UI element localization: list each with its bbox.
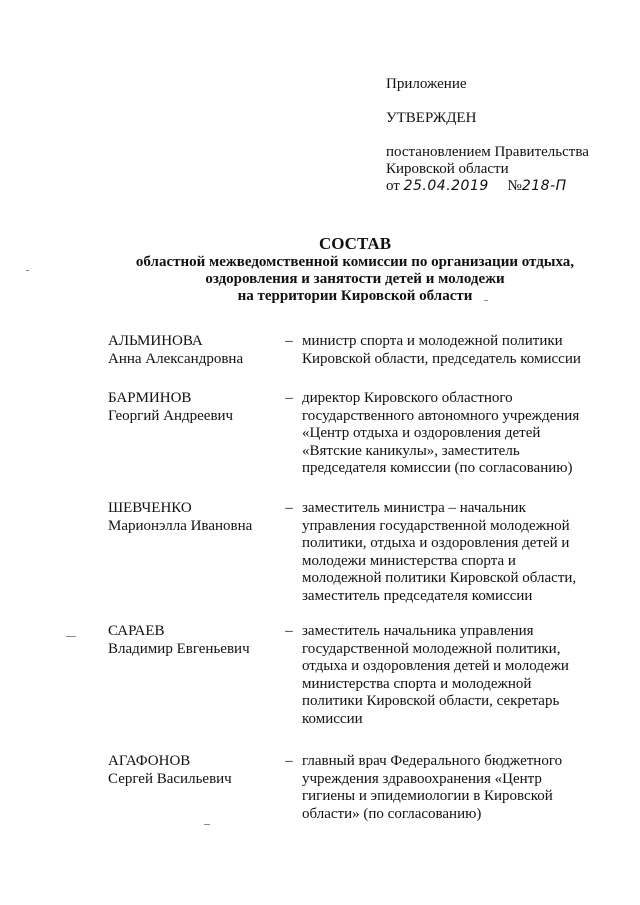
member-dash: – — [285, 333, 293, 349]
title-line-2: оздоровления и занятости детей и молодежи — [205, 271, 505, 287]
member-role — [302, 753, 586, 823]
document-title — [110, 235, 600, 305]
title-line-1: областной межведомственной комиссии по организации отдыха, — [135, 254, 575, 270]
role-line: главный врач Федерального бюджетного — [302, 753, 563, 769]
member-role — [302, 333, 586, 368]
role-line: учреждения здравоохранения «Центр — [302, 770, 542, 787]
role-line: заместитель председателя комиссии — [302, 587, 533, 604]
member-surname: АЛЬМИНОВА — [108, 333, 203, 349]
scan-speck — [204, 824, 210, 825]
member-dash: – — [285, 623, 293, 639]
role-line: гигиены и эпидемиологии в Кировской — [302, 788, 553, 804]
role-line: комиссии — [302, 710, 363, 727]
member-surname: АГАФОНОВ — [108, 753, 191, 769]
title-line-3: на территории Кировской области — [237, 288, 473, 304]
member-name — [108, 390, 278, 425]
role-line: министр спорта и молодежной политики — [302, 333, 563, 349]
scan-speck — [26, 270, 29, 271]
role-line: отдыха и оздоровления детей и молодежи — [302, 658, 569, 674]
member-given-name: Анна Александровна — [108, 350, 244, 367]
member-given-name: Марионэлла Ивановна — [108, 517, 253, 534]
decree-number: 218-П — [521, 178, 567, 194]
title-heading: СОСТАВ — [318, 234, 392, 253]
member-name — [108, 500, 278, 535]
appendix-label: Приложение — [386, 76, 467, 92]
member-name — [108, 623, 278, 658]
role-line: заместитель начальника управления — [302, 623, 534, 639]
role-line: государственного автономного учреждения — [302, 407, 580, 424]
role-line: заместитель министра – начальник — [302, 500, 526, 516]
approved-by-line-1: постановлением Правительства — [386, 144, 589, 160]
member-surname: БАРМИНОВ — [108, 390, 192, 406]
member-given-name: Владимир Евгеньевич — [108, 640, 250, 657]
member-role — [302, 390, 586, 478]
member-role — [302, 500, 586, 605]
role-line: политики, отдыха и оздоровления детей и — [302, 535, 570, 551]
scan-speck — [66, 636, 76, 637]
approved-label: УТВЕРЖДЕН — [386, 110, 477, 126]
role-line: председателя комиссии (по согласованию) — [302, 460, 573, 476]
approved-by-line-2: Кировской области — [386, 161, 509, 177]
role-line: «Вятские каникулы», заместитель — [302, 442, 520, 459]
decree-date-number — [386, 178, 626, 195]
member-name — [108, 333, 278, 368]
member-dash: – — [285, 753, 293, 769]
decree-date: 25.04.2019 — [403, 178, 489, 194]
number-label: № — [507, 178, 522, 194]
role-line: области» (по согласованию) — [302, 805, 482, 822]
role-line: государственной молодежной политики, — [302, 640, 561, 657]
scan-speck — [484, 300, 488, 301]
role-line: Кировской области, председатель комиссии — [302, 350, 581, 367]
role-line: молодежной политики Кировской области, — [302, 570, 577, 586]
from-label: от — [386, 178, 400, 194]
role-line: «Центр отдыха и оздоровления детей — [302, 425, 541, 441]
member-dash: – — [285, 500, 293, 516]
role-line: молодежи министерства спорта и — [302, 552, 516, 569]
member-surname: САРАЕВ — [108, 623, 165, 639]
member-given-name: Сергей Васильевич — [108, 770, 232, 787]
member-surname: ШЕВЧЕНКО — [108, 500, 192, 516]
role-line: директор Кировского областного — [302, 390, 513, 406]
role-line: политики Кировской области, секретарь — [302, 693, 560, 709]
member-given-name: Георгий Андреевич — [108, 407, 234, 424]
member-dash: – — [285, 390, 293, 406]
member-name — [108, 753, 278, 788]
role-line: управления государственной молодежной — [302, 517, 570, 534]
role-line: министерства спорта и молодежной — [302, 675, 532, 692]
approval-block — [386, 76, 626, 195]
member-role — [302, 623, 586, 728]
